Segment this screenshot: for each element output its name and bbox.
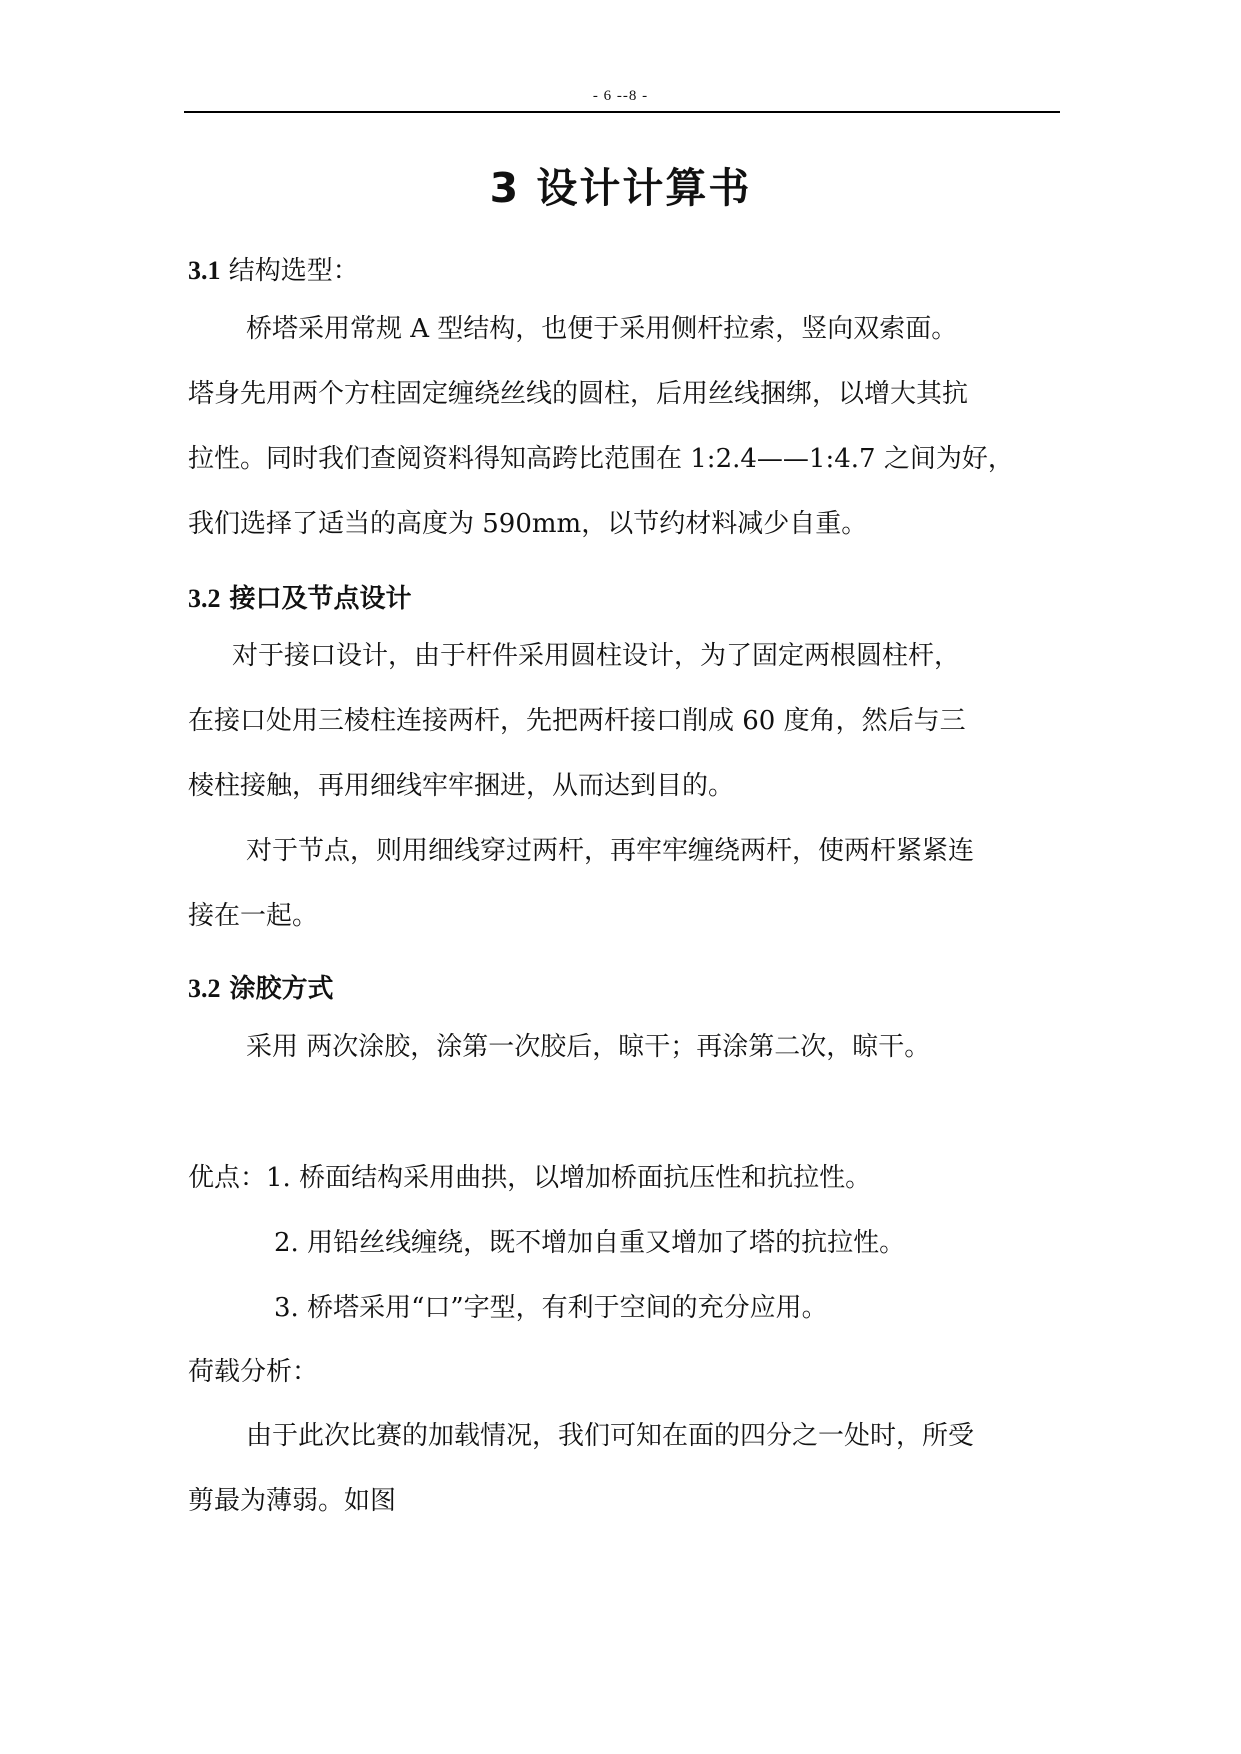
section-title: 涂胶方式 bbox=[220, 974, 334, 1004]
section-heading-3-1 bbox=[188, 250, 359, 287]
paragraph-line: 对于接口设计，由于杆件采用圆柱设计，为了固定两根圆柱杆， bbox=[232, 641, 961, 671]
paragraph-line: 拉性。同时我们查阅资料得知高跨比范围在 1:2.4——1:4.7 之间为好， bbox=[188, 444, 1014, 474]
paragraph-line: 我们选择了适当的高度为 590mm，以节约材料减少自重。 bbox=[188, 509, 868, 539]
paragraph-line: 棱柱接触，再用细线牢牢捆进，从而达到目的。 bbox=[188, 771, 735, 801]
paragraph-line: 桥塔采用常规 A 型结构，也便于采用侧杆拉索，竖向双索面。 bbox=[246, 314, 958, 344]
paragraph-line: 由于此次比赛的加载情况，我们可知在面的四分之一处时，所受 bbox=[246, 1421, 975, 1451]
paragraph-line: 对于节点，则用细线穿过两杆，再牢牢缠绕两杆，使两杆紧紧连 bbox=[246, 836, 975, 866]
advantages-line: 3. 桥塔采用“口”字型，有利于空间的充分应用。 bbox=[274, 1293, 828, 1323]
section-title: 接口及节点设计 bbox=[220, 584, 412, 614]
paragraph-line: 接在一起。 bbox=[188, 901, 319, 931]
chapter-title: 3 设计计算书 bbox=[489, 164, 752, 212]
header-divider bbox=[184, 111, 1060, 113]
section-heading-glue bbox=[188, 968, 334, 1005]
section-number: 3.1 bbox=[188, 256, 221, 285]
paragraph-line: 采用 两次涂胶，涂第一次胶后，晾干；再涂第二次，晾干。 bbox=[246, 1032, 931, 1062]
page-number-label: - 6 --8 - bbox=[592, 88, 649, 104]
advantages-line: 优点：1. 桥面结构采用曲拱，以增加桥面抗压性和抗拉性。 bbox=[188, 1163, 872, 1193]
section-number: 3.2 bbox=[188, 974, 221, 1003]
section-heading-3-2 bbox=[188, 578, 412, 615]
section-title: 结构选型： bbox=[220, 256, 359, 286]
paragraph-line: 在接口处用三棱柱连接两杆，先把两杆接口削成 60 度角，然后与三 bbox=[188, 706, 966, 736]
load-analysis-heading: 荷载分析： bbox=[188, 1357, 319, 1387]
advantages-line: 2. 用铅丝线缠绕，既不增加自重又增加了塔的抗拉性。 bbox=[274, 1228, 906, 1258]
section-number: 3.2 bbox=[188, 584, 221, 613]
paragraph-line: 塔身先用两个方柱固定缠绕丝线的圆柱，后用丝线捆绑，以增大其抗 bbox=[188, 379, 969, 409]
paragraph-line: 剪最为薄弱。如图 bbox=[188, 1486, 397, 1516]
